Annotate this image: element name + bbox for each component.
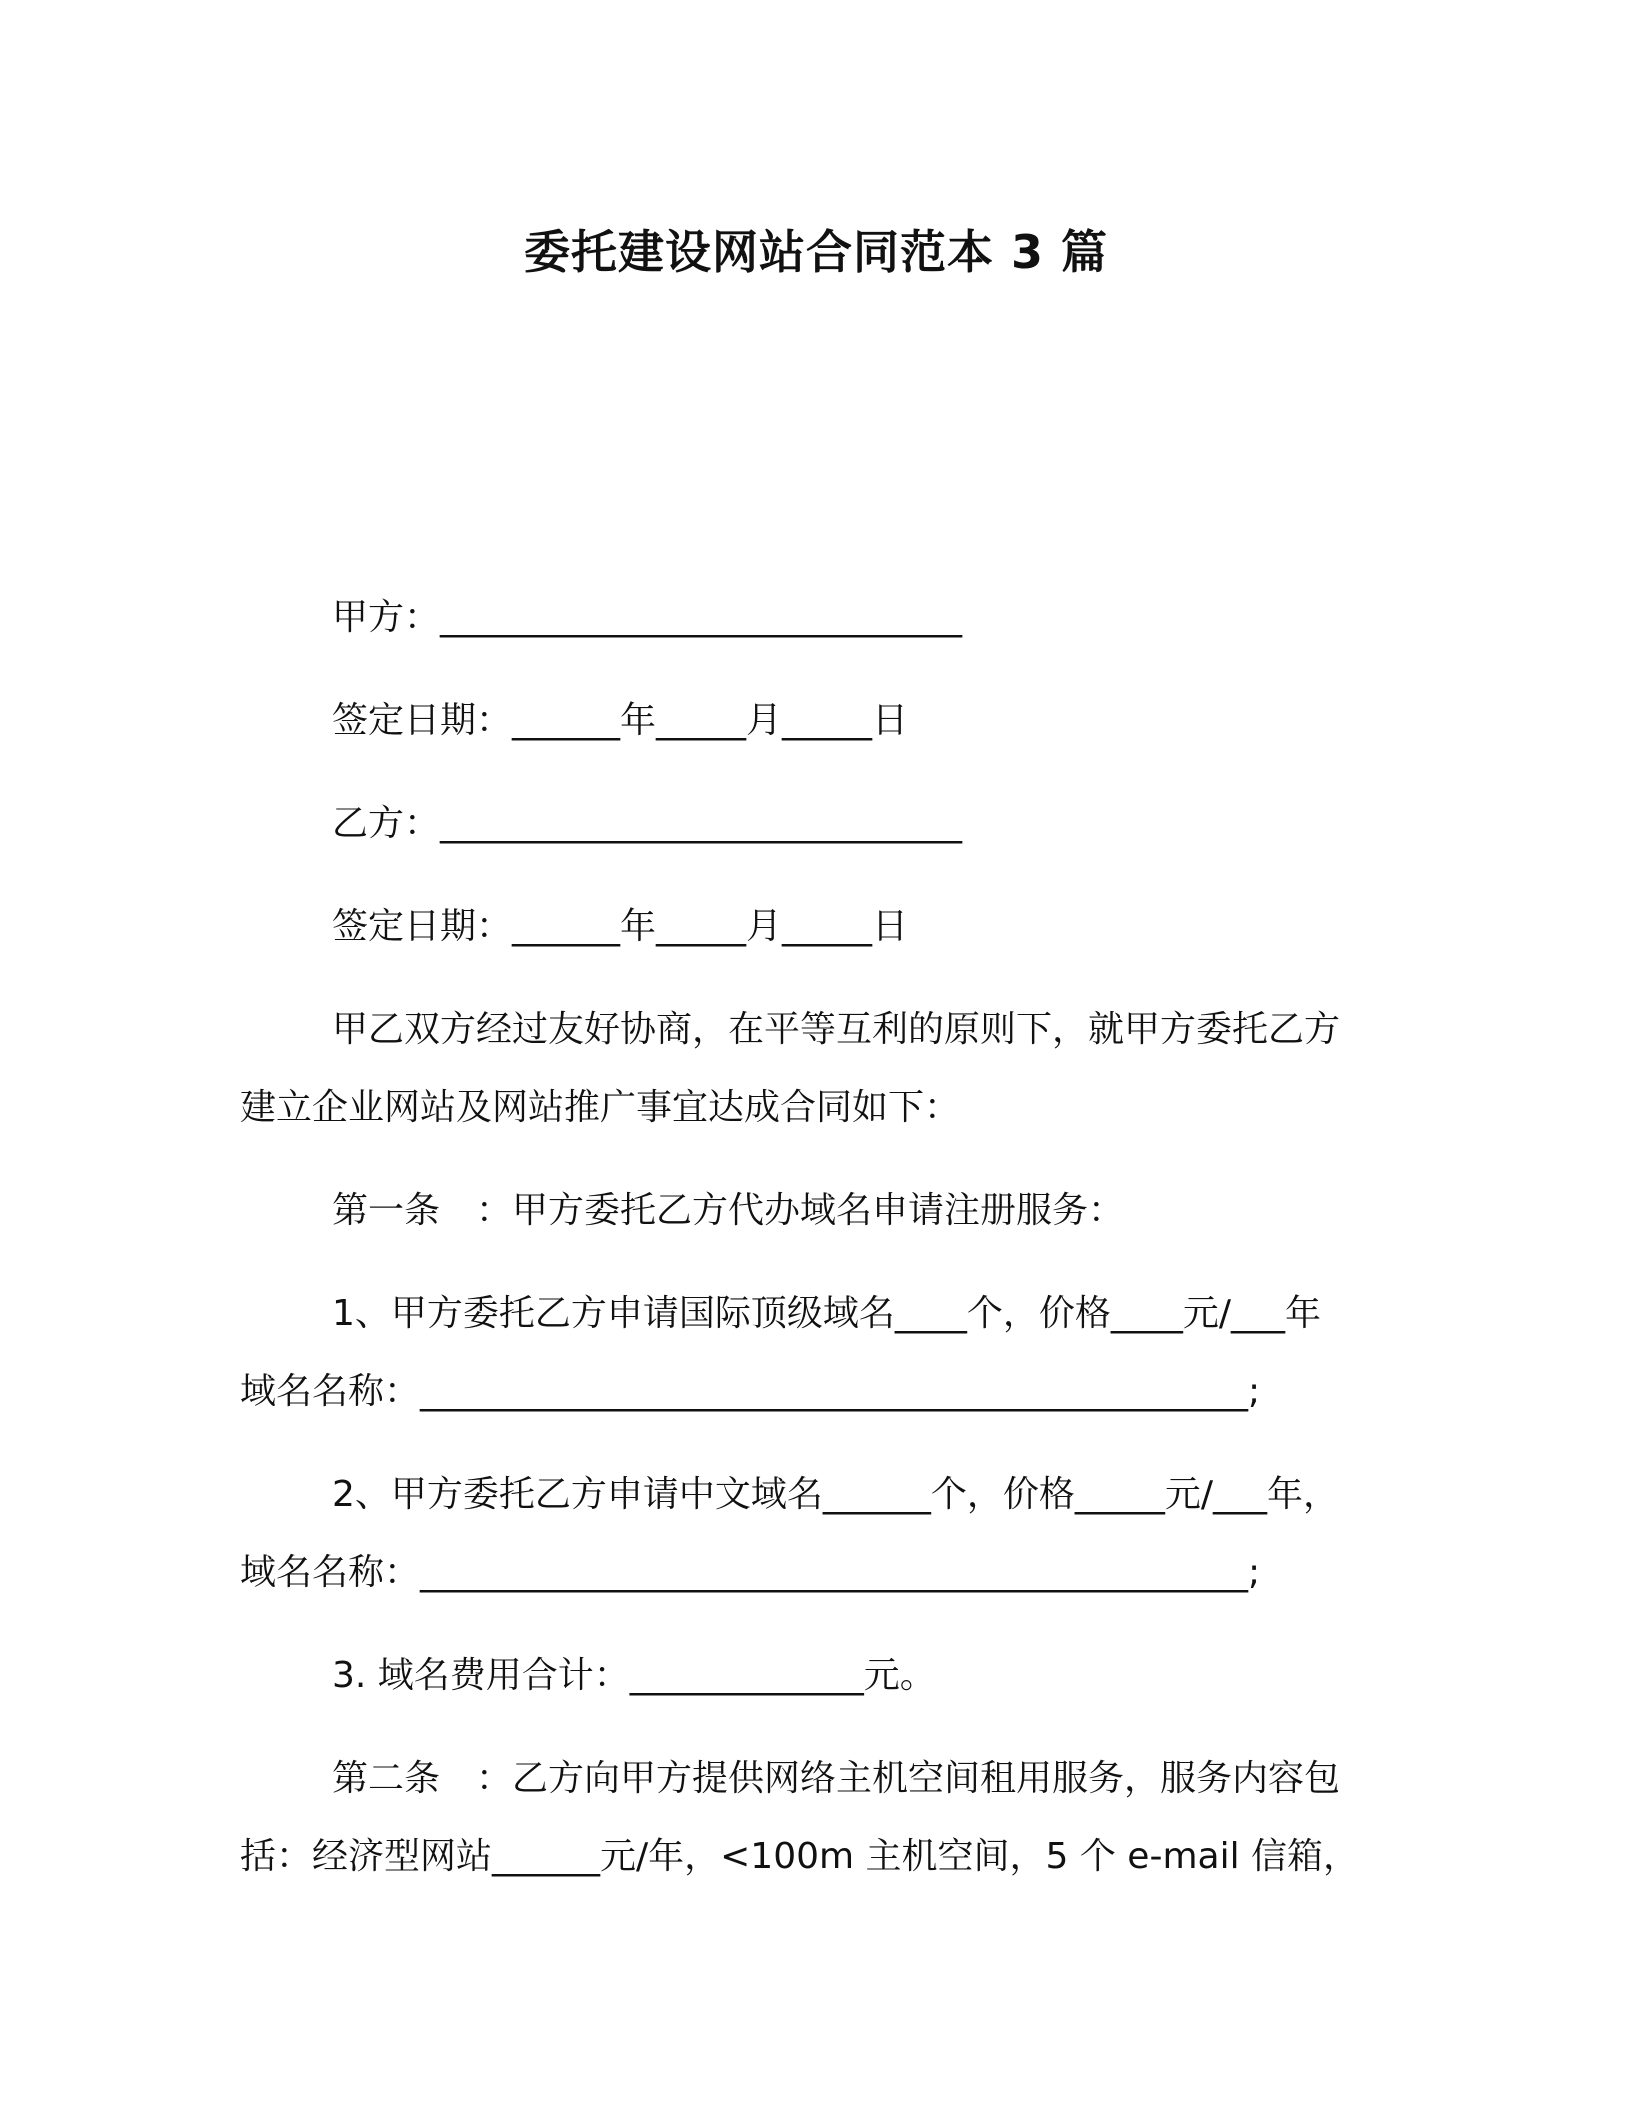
document-title: 委托建设网站合同范本 3 篇 bbox=[523, 225, 1109, 279]
item-1-line-1: 1、甲方委托乙方申请国际顶级域名____个，价格____元/___年 bbox=[332, 1293, 1322, 1334]
party-b-sign-date: 签定日期：______年_____月_____日 bbox=[332, 906, 909, 947]
article-2-line-2: 括：经济型网站______元/年，<100m 主机空间，5 个 e-mail 信箱， bbox=[240, 1836, 1360, 1877]
preamble-line-2: 建立企业网站及网站推广事宜达成合同如下： bbox=[240, 1087, 961, 1128]
item-2-line-1: 2、甲方委托乙方申请中文域名______个，价格_____元/___年， bbox=[332, 1474, 1340, 1515]
party-a-sign-date: 签定日期：______年_____月_____日 bbox=[332, 700, 909, 741]
preamble-line-1: 甲乙双方经过友好协商，在平等互利的原则下，就甲方委托乙方 bbox=[332, 1009, 1341, 1050]
item-3-line: 3. 域名费用合计：_____________元。 bbox=[332, 1655, 936, 1696]
party-a-line: 甲方：_____________________________ bbox=[332, 597, 963, 638]
party-b-line: 乙方：_____________________________ bbox=[332, 803, 963, 844]
item-1-line-2: 域名名称：______________________________________________; bbox=[240, 1371, 1261, 1412]
article-1-heading: 第一条 ：甲方委托乙方代办域名申请注册服务： bbox=[332, 1190, 1125, 1231]
article-2-line-1: 第二条 ：乙方向甲方提供网络主机空间租用服务，服务内容包 bbox=[332, 1758, 1341, 1799]
item-2-line-2: 域名名称：______________________________________________; bbox=[240, 1552, 1261, 1593]
